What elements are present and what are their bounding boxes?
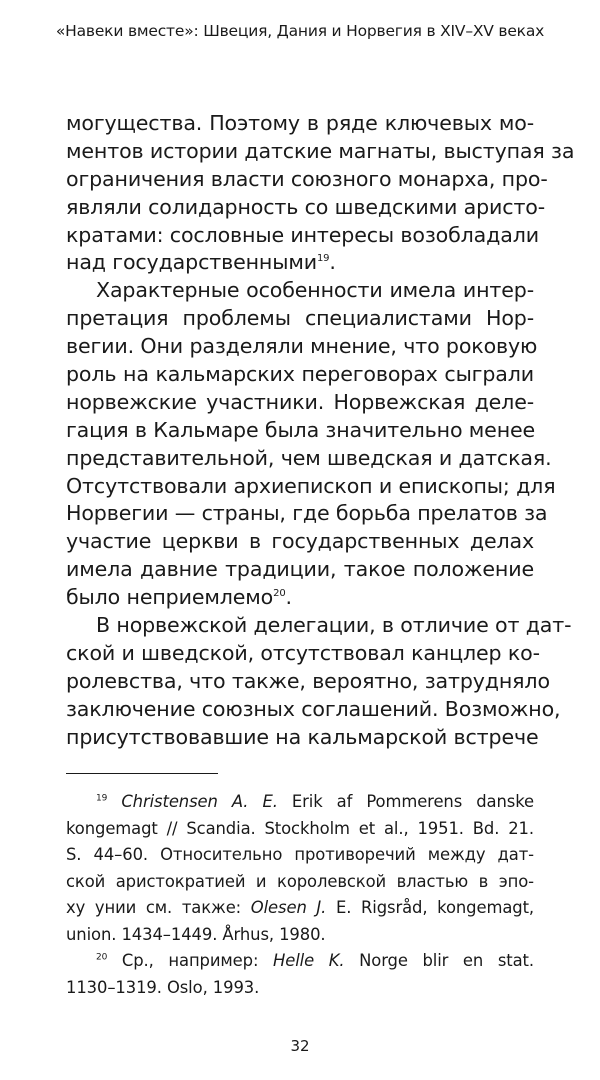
footnote-ref-19[interactable]: 19 (316, 253, 330, 265)
text-line: Отсутствовали архиепископ и епископы; для (66, 473, 556, 498)
text-line: Норвегии — страны, где борьба прелатов за (66, 501, 548, 526)
text-line: имела давние традиции, такое положение (66, 557, 534, 582)
footnote-author: Helle K. (273, 951, 345, 970)
footnote-number-20: 20 (96, 952, 108, 963)
text-line: являли солидарность со шведскими аристо- (66, 194, 546, 219)
text-fragment: ху унии см. также: (66, 898, 251, 917)
footnote-19-line: ской аристократией и королевской властью в эпо- (66, 871, 534, 891)
footnote-20-line (66, 948, 534, 975)
text-line: ролевства, что также, вероятно, затрудняло (66, 668, 550, 693)
text-fragment: E. Rigsråd, kongemagt, (326, 898, 535, 917)
text-line: ментов истории датские магнаты, выступая за (66, 138, 575, 163)
footnote-20-line: 1130–1319. Oslo, 1993. (66, 977, 260, 997)
text-fragment: . (285, 585, 292, 610)
text-line: Характерные особенности имела интер- (96, 278, 534, 303)
text-line: ской и шведской, отсутствовал канцлер ко- (66, 640, 540, 665)
footnote-separator (66, 773, 218, 774)
text-fragment: Norge blir en stat. (344, 951, 534, 970)
footnote-19-line (66, 895, 534, 922)
footnote-19-line: union. 1434–1449. Århus, 1980. (66, 924, 326, 944)
footnote-number-19: 19 (96, 793, 108, 804)
text-fragment: Erik af Pommerens danske (277, 792, 534, 811)
text-line: участие церкви в государственных делах (66, 529, 534, 554)
main-text (66, 110, 575, 751)
footnote-19-line: S. 44–60. Относительно противоречий между дат- (66, 845, 534, 864)
text-line (66, 584, 534, 612)
text-fragment: Ср., например: (121, 951, 274, 970)
text-line: представительной, чем шведская и датская. (66, 445, 552, 470)
text-line: кратами: сословные интересы возобладали (66, 222, 539, 247)
footnote-19-line: kongemagt // Scandia. Stockholm et al., 1951. Bd. 21. (66, 818, 534, 838)
text-line: норвежские участники. Норвежская деле- (66, 389, 534, 414)
text-line: гация в Кальмаре была значительно менее (66, 417, 536, 442)
text-line: ограничения власти союзного монарха, про- (66, 166, 548, 191)
running-head: «Навеки вместе»: Швеция, Дания и Норвегия в XIV–XV веках (55, 22, 545, 40)
footnote-19-line (66, 789, 534, 816)
text-fragment: было неприемлемо (66, 585, 274, 610)
text-fragment: над государственными (66, 250, 317, 275)
text-line: В норвежской делегации, в отличие от дат- (96, 613, 572, 638)
footnote-ref-20[interactable]: 20 (273, 588, 286, 600)
text-line: претация проблемы специалистами Нор- (66, 306, 534, 331)
footnotes (66, 789, 534, 1001)
text-line: присутствовавшие на кальмарской встрече (66, 724, 539, 749)
text-line: вегии. Они разделяли мнение, что роковую (66, 334, 538, 359)
text-fragment: . (329, 250, 336, 275)
text-line: роль на кальмарских переговорах сыграли (66, 362, 534, 387)
footnote-author: Olesen J. (250, 898, 327, 917)
footnote-author: Christensen A. E. (121, 792, 278, 811)
text-line: могущества. Поэтому в ряде ключевых мо- (66, 111, 534, 135)
text-line: заключение союзных соглашений. Возможно, (66, 696, 561, 721)
text-line (66, 249, 534, 277)
page-number: 32 (290, 1037, 310, 1055)
